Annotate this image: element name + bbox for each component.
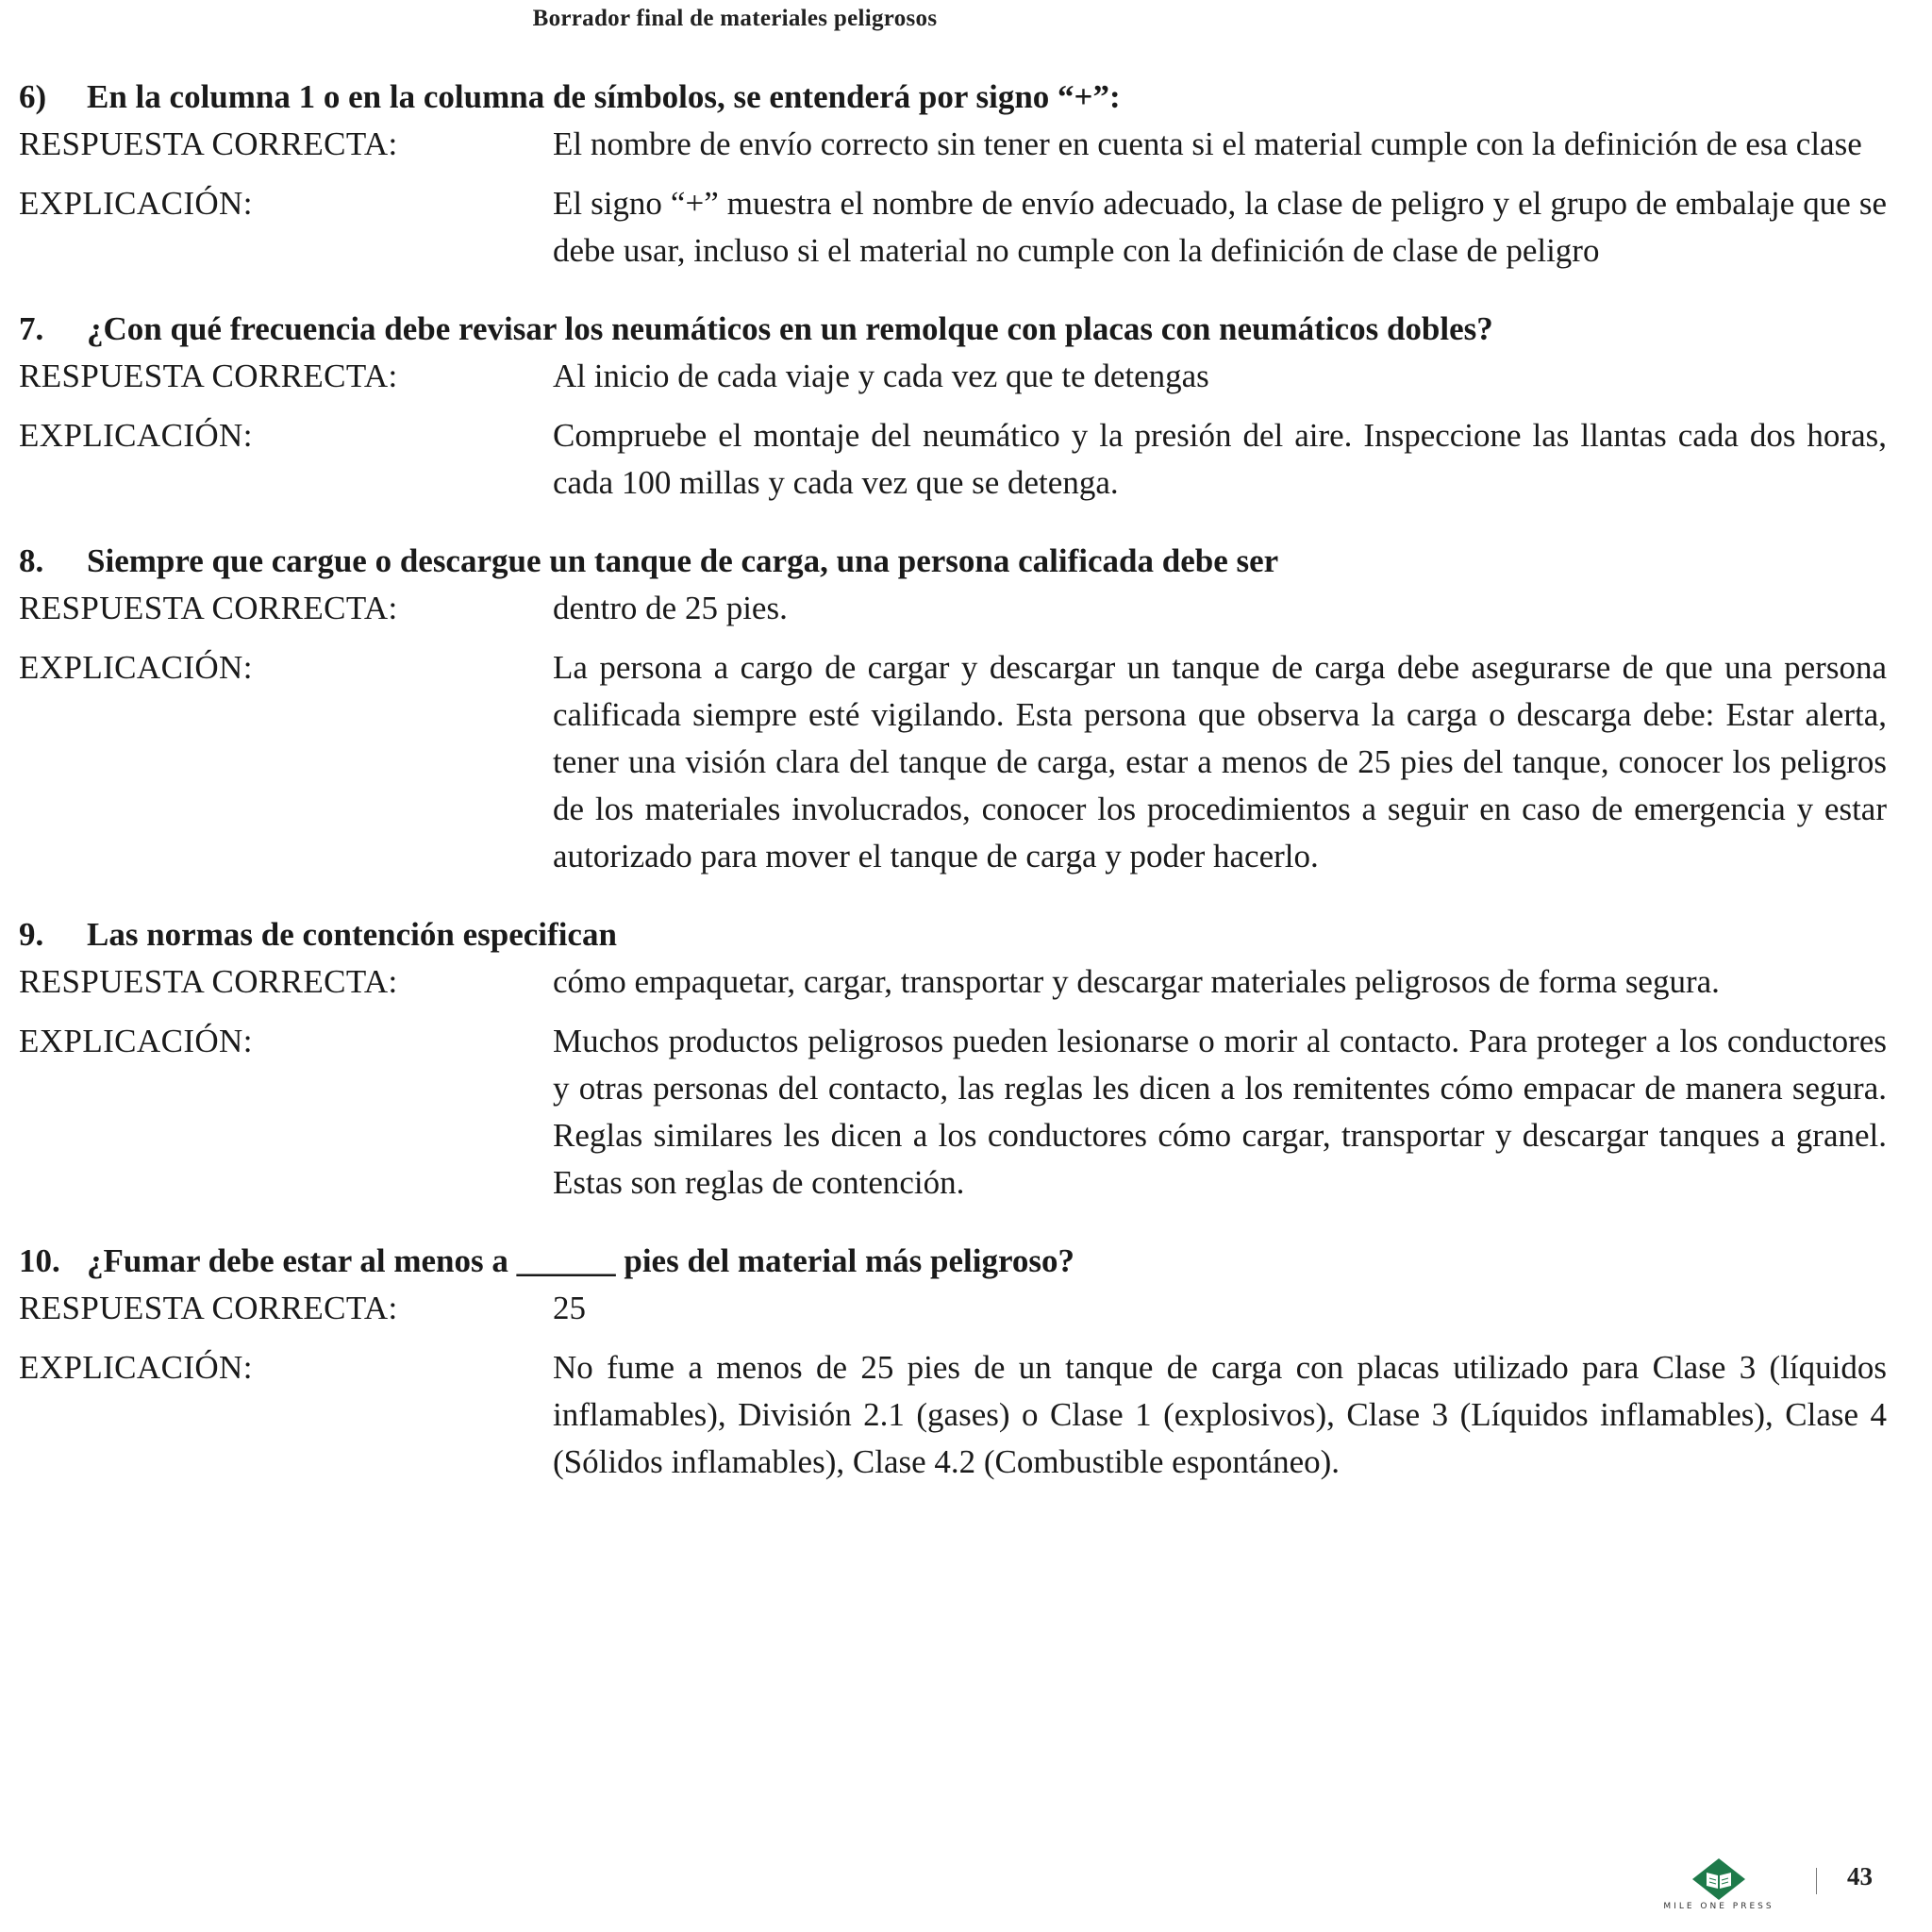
explanation-label: EXPLICACIÓN: <box>19 185 253 222</box>
question-heading <box>19 911 1887 958</box>
answer-text: Al inicio de cada viaje y cada vez que te detengas <box>553 358 1209 394</box>
answer-row <box>19 585 1887 632</box>
publisher-logo <box>1653 1857 1785 1923</box>
answer-label: RESPUESTA CORRECTA: <box>19 1290 398 1326</box>
question-block <box>19 911 1887 1207</box>
qa-content <box>19 74 1887 1486</box>
explanation-label: EXPLICACIÓN: <box>19 1023 253 1059</box>
explanation-label: EXPLICACIÓN: <box>19 649 253 686</box>
explanation-text: La persona a cargo de cargar y descargar un tanque de carga debe asegurarse de que una persona calificada siempre esté vigilando. Esta persona que observa la carga o descarga debe: Estar alerta, tener una visión clara del tanque de carga, estar a menos de 25 pies del tanque, conocer los peligros de los materiales involucrados, conocer los procedimientos a seguir en caso de emergencia y estar autorizado para mover el tanque de carga y poder hacerlo. <box>553 649 1887 874</box>
explanation-text: Compruebe el montaje del neumático y la presión del aire. Inspeccione las llantas cada dos horas, cada 100 millas y cada vez que se detenga. <box>553 417 1887 501</box>
explanation-text: El signo “+” muestra el nombre de envío adecuado, la clase de peligro y el grupo de embalaje que se debe usar, incluso si el material no cumple con la definición de clase de peligro <box>553 185 1887 269</box>
answer-row <box>19 353 1887 400</box>
question-block <box>19 1238 1887 1486</box>
answer-label: RESPUESTA CORRECTA: <box>19 963 398 1000</box>
question-heading <box>19 1238 1887 1285</box>
answer-row <box>19 958 1887 1006</box>
answer-text: cómo empaquetar, cargar, transportar y descargar materiales peligrosos de forma segura. <box>553 963 1720 1000</box>
question-number: 9. <box>19 916 44 953</box>
answer-row <box>19 121 1887 168</box>
question-block <box>19 538 1887 880</box>
explanation-row <box>19 644 1887 880</box>
answer-text: El nombre de envío correcto sin tener en cuenta si el material cumple con la definición de esa clase <box>553 125 1862 162</box>
explanation-label: EXPLICACIÓN: <box>19 1349 253 1386</box>
question-text: Siempre que cargue o descargue un tanque de carga, una persona calificada debe ser <box>87 542 1279 579</box>
book-icon <box>1653 1857 1785 1904</box>
explanation-row <box>19 1344 1887 1486</box>
question-text: En la columna 1 o en la columna de símbolos, se entenderá por signo “+”: <box>87 78 1121 115</box>
question-text: ¿Con qué frecuencia debe revisar los neumáticos en un remolque con placas con neumáticos dobles? <box>87 310 1493 347</box>
question-number: 10. <box>19 1242 60 1279</box>
explanation-label: EXPLICACIÓN: <box>19 417 253 454</box>
explanation-row <box>19 180 1887 275</box>
running-header: Borrador final de materiales peligrosos <box>532 6 938 31</box>
question-number: 7. <box>19 310 44 347</box>
answer-row <box>19 1285 1887 1332</box>
page-number: 43 <box>1847 1862 1873 1890</box>
question-number: 6) <box>19 78 47 115</box>
question-heading <box>19 306 1887 353</box>
question-heading <box>19 538 1887 585</box>
explanation-row <box>19 412 1887 507</box>
answer-label: RESPUESTA CORRECTA: <box>19 125 398 162</box>
publisher-name: MILE ONE PRESS <box>1663 1902 1774 1911</box>
answer-label: RESPUESTA CORRECTA: <box>19 358 398 394</box>
question-text: Las normas de contención especifican <box>87 916 617 953</box>
question-number: 8. <box>19 542 44 579</box>
question-text: ¿Fumar debe estar al menos a ______ pies del material más peligroso? <box>87 1242 1075 1279</box>
answer-text: 25 <box>553 1290 586 1326</box>
explanation-row <box>19 1018 1887 1207</box>
question-block <box>19 306 1887 507</box>
footer-divider <box>1816 1868 1817 1894</box>
answer-text: dentro de 25 pies. <box>553 590 788 626</box>
explanation-text: No fume a menos de 25 pies de un tanque de carga con placas utilizado para Clase 3 (líquidos inflamables), División 2.1 (gases) o Clase 1 (explosivos), Clase 3 (Líquidos inflamables), Clase 4 (Sólidos inflamables), Clase 4.2 (Combustible espontáneo). <box>553 1349 1887 1480</box>
answer-label: RESPUESTA CORRECTA: <box>19 590 398 626</box>
explanation-text: Muchos productos peligrosos pueden lesionarse o morir al contacto. Para proteger a los conductores y otras personas del contacto, las reglas les dicen a los remitentes cómo empacar de manera segura. Reglas similares les dicen a los conductores cómo cargar, transportar y descargar tanques a granel. Estas son reglas de contención. <box>553 1023 1887 1201</box>
question-block <box>19 74 1887 275</box>
question-heading <box>19 74 1887 121</box>
